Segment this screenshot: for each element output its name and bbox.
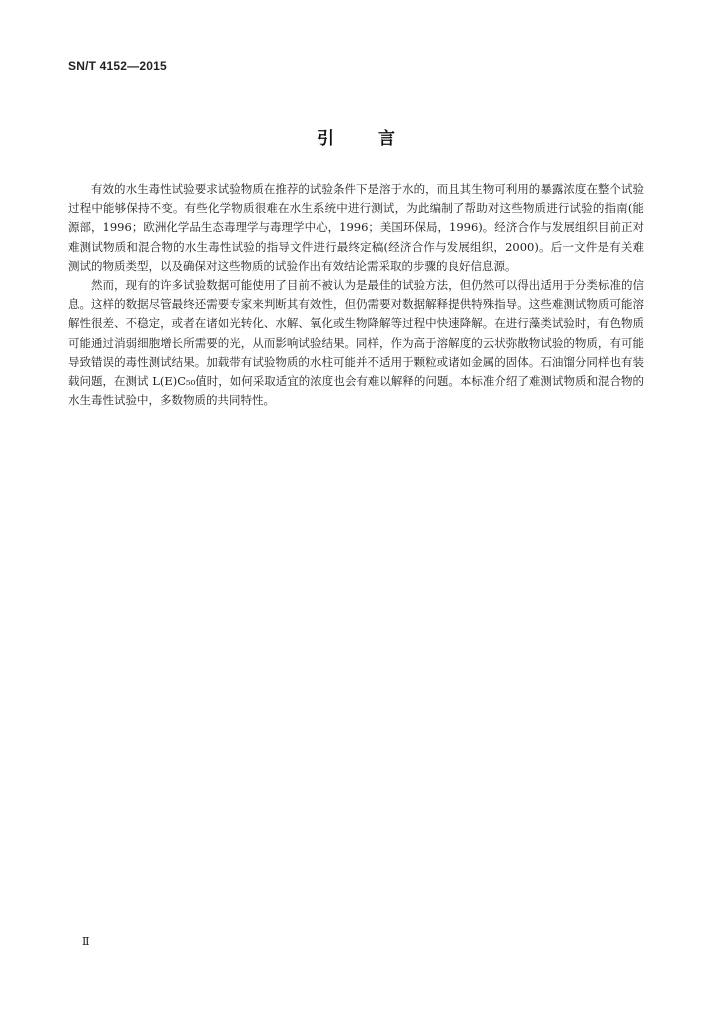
standard-code: SN/T 4152—2015: [68, 59, 167, 73]
paragraph-2: 然而，现有的许多试验数据可能使用了目前不被认为是最佳的试验方法，但仍然可以得出适用于分类标准的信息。这样的数据尽管最终还需要专家来判断其有效性，但仍需要对数据解释提供特殊指导。这些难测试物质可能溶解性很差、不稳定，或者在诸如光转化、水解、氧化或生物降解等过程中快速降解。在进行藻类试验时，有色物质可能通过消弱细胞增长所需要的光，从而影响试验结果。同样，作为高于溶解度的云状弥散物试验的物质，有可能导致错误的毒性测试结果。加载带有试验物质的水柱可能并不适用于颗粒或诸如金属的固体。石油馏分同样也有装载问题，在测试 L(E)C₅₀值时，如何采取适宜的浓度也会有难以解释的问题。本标准介绍了难测试物质和混合物的水生毒性试验中，多数物质的共同特性。: [68, 278, 644, 408]
page-number: Ⅱ: [82, 935, 90, 948]
paragraph-1: 有效的水生毒性试验要求试验物质在推荐的试验条件下是溶于水的，而且其生物可利用的暴露浓度在整个试验过程中能够保持不变。有些化学物质很难在水生系统中进行测试，为此编制了帮助对这些物质进行试验的指南(能源部，1996；欧洲化学品生态毒理学与毒理学中心，1996；美国环保局，1996)。经济合作与发展组织目前正对难测试物质和混合物的水生毒性试验的指导文件进行最终定稿(经济合作与发展组织，2000)。后一文件是有关难测试的物质类型，以及确保对这些物质的试验作出有效结论需采取的步骤的良好信息源。: [68, 182, 644, 273]
page-title: 引 言: [317, 129, 395, 149]
body-text: [68, 180, 644, 410]
